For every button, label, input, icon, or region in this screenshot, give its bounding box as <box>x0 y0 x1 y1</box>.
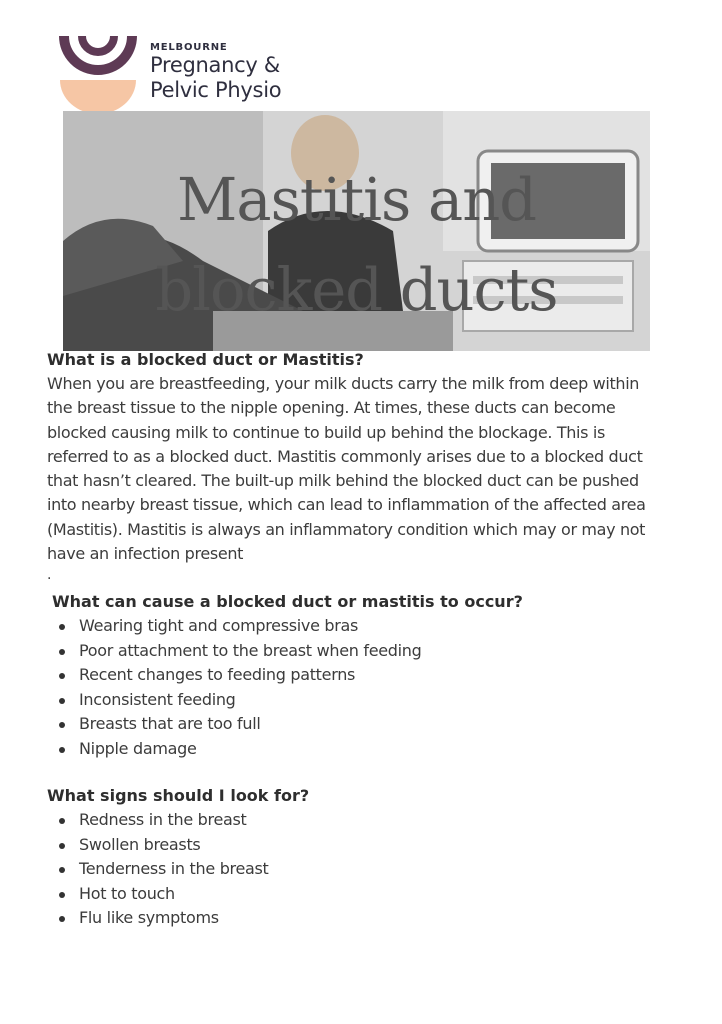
paragraph-line: have an infection present <box>47 544 244 564</box>
signs-list <box>47 808 692 931</box>
hero-title <box>63 155 650 335</box>
list-item: Swollen breasts <box>47 833 692 858</box>
section1-paragraph <box>47 372 692 566</box>
list-item: Nipple damage <box>47 737 692 762</box>
hero-title-line1: Mastitis and <box>177 165 536 234</box>
hero-title-line2: blocked ducts <box>155 255 558 324</box>
list-item: Hot to touch <box>47 882 692 907</box>
paragraph-line: blocked causing milk to continue to build up behind the blockage. This is <box>47 422 605 442</box>
paragraph-line: (Mastitis). Mastitis is always an inflammatory condition which may or may not <box>47 519 646 539</box>
list-item: Breasts that are too full <box>47 712 692 737</box>
paragraph-line: referred to as a blocked duct. Mastitis commonly arises due to a blocked duct <box>47 446 643 466</box>
list-item: Flu like symptoms <box>47 906 692 931</box>
trailing-period: . <box>47 567 52 584</box>
paragraph-line: into nearby breast tissue, which can lead to inflammation of the affected area <box>47 495 646 515</box>
list-item: Tenderness in the breast <box>47 857 692 882</box>
logo <box>58 34 330 114</box>
hero-banner <box>63 111 650 351</box>
logo-mark-icon <box>58 34 138 114</box>
paragraph-line: When you are breastfeeding, your milk ducts carry the milk from deep within <box>47 374 640 393</box>
list-item: Redness in the breast <box>47 808 692 833</box>
causes-list <box>47 614 692 761</box>
paragraph-line: that hasn’t cleared. The built-up milk behind the blocked duct can be pushed <box>47 471 639 491</box>
logo-location: MELBOURNE <box>150 42 228 53</box>
section1-heading: What is a blocked duct or Mastitis? <box>47 350 364 369</box>
article-content <box>47 348 692 931</box>
paragraph-line: the breast tissue to the nipple opening. At times, these ducts can become <box>47 398 616 418</box>
section3-heading: What signs should I look for? <box>47 786 310 806</box>
logo-name-line2: Pelvic Physio <box>150 78 282 102</box>
list-item: Poor attachment to the breast when feeding <box>47 639 692 664</box>
section2-heading: What can cause a blocked duct or mastitis to occur? <box>52 592 523 612</box>
list-item: Inconsistent feeding <box>47 688 692 713</box>
list-item: Recent changes to feeding patterns <box>47 663 692 688</box>
logo-name-line1: Pregnancy & <box>150 53 280 77</box>
list-item: Wearing tight and compressive bras <box>47 614 692 639</box>
logo-text <box>150 42 281 103</box>
